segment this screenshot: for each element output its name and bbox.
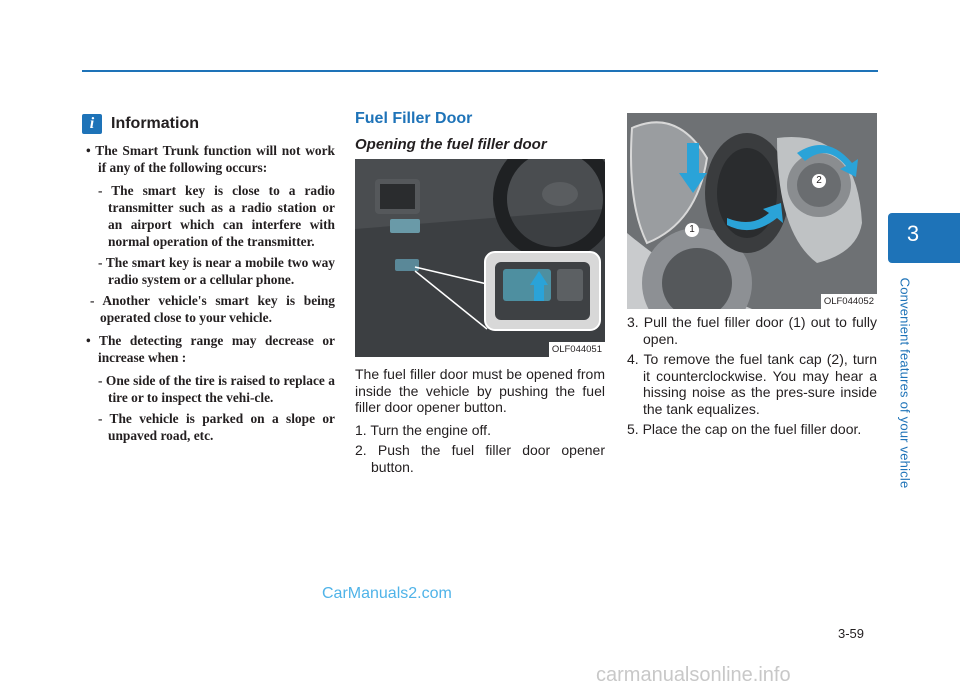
page-number: 3-59 xyxy=(838,626,865,641)
figure-code: OLF044051 xyxy=(549,342,605,357)
step-item: 5. Place the cap on the fuel filler door. xyxy=(627,421,862,437)
sub-item: - One side of the tire is raised to replace a tire or to inspect the vehi-cle. xyxy=(98,373,335,405)
watermark-footer: carmanualsonline.info xyxy=(596,664,791,686)
information-header xyxy=(82,112,335,136)
info-icon: i xyxy=(82,114,102,134)
chapter-title: Convenient features of your vehicle xyxy=(897,277,913,489)
steps-text-block xyxy=(627,314,877,438)
step-item: 4. To remove the fuel tank cap (2), turn it counterclockwise. You may hear a hissing noise as the pres-sure inside the tank equalizes. xyxy=(627,351,877,417)
sub-item: - The vehicle is parked on a slope or unpaved road, etc. xyxy=(98,411,335,443)
intro-paragraph: The fuel filler door must be opened from inside the vehicle by pushing the fuel filler door opener button. xyxy=(355,366,605,415)
header-rule xyxy=(82,70,878,72)
step-item: 3. Pull the fuel filler door (1) out to fully open. xyxy=(627,314,877,347)
step-item: 1. Turn the engine off. xyxy=(355,421,491,438)
fuel-cap-figure xyxy=(627,113,877,309)
fuel-cap-illustration xyxy=(627,113,877,309)
section-title: Fuel Filler Door xyxy=(355,110,473,127)
bullet-item: • The detecting range may decrease or increase when : xyxy=(86,333,335,365)
dashboard-illustration xyxy=(355,159,605,357)
sub-item: - The smart key is near a mobile two way radio system or a cellular phone. xyxy=(98,255,335,287)
callout-2: 2 xyxy=(816,175,822,186)
fuel-cap-section xyxy=(627,113,877,442)
step-item: 2. Push the fuel filler door opener button. xyxy=(355,442,605,475)
sub-item: - Another vehicle's smart key is being operated close to your vehicle. xyxy=(90,293,335,325)
watermark-link[interactable]: CarManuals2.com xyxy=(322,585,452,602)
information-title: Information xyxy=(111,115,199,132)
chapter-title-vertical xyxy=(895,268,915,498)
fuel-filler-section xyxy=(355,110,605,479)
subsection-title: Opening the fuel filler door xyxy=(355,136,547,153)
figure-code: OLF044052 xyxy=(821,294,877,309)
sub-item: - The smart key is close to a radio transmitter such as a radio station or an airport which can interfere with normal operation of the transmitter. xyxy=(98,183,335,249)
bullet-item: • The Smart Trunk function will not work if any of the following occurs: xyxy=(86,143,335,175)
intro-text-block xyxy=(355,366,605,475)
dashboard-figure xyxy=(355,159,605,357)
chapter-tab xyxy=(888,213,960,263)
chapter-number: 3 xyxy=(906,221,920,246)
information-body xyxy=(82,142,335,444)
information-section xyxy=(82,112,335,448)
callout-1: 1 xyxy=(689,224,695,235)
